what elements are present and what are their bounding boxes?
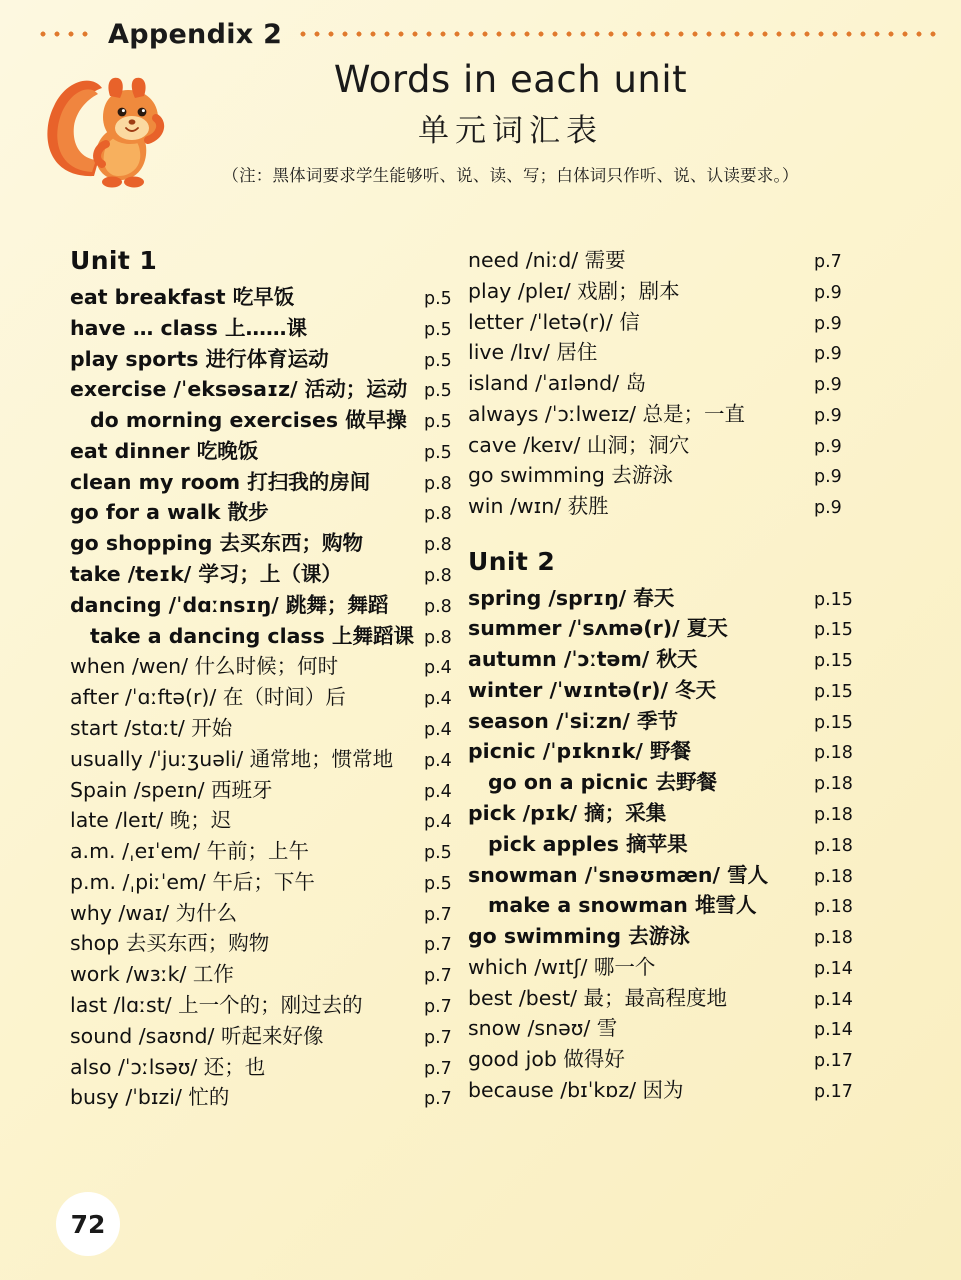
word-entry [70,868,470,896]
word-entry [70,622,470,650]
word-entry-text: winter /ˈwɪntə(r)/ 冬天 [468,677,717,702]
word-entry-page: p.9 [814,313,842,334]
word-entry [70,960,470,988]
word-entry-text: take a dancing class 上舞蹈课 [90,623,414,648]
page-number: 72 [56,1192,120,1256]
word-entry-text: sound /saʊnd/ 听起来好像 [70,1023,324,1048]
word-entry [468,891,868,919]
unit-2-entry-list [468,584,868,1105]
dotted-rule-left [36,31,96,37]
word-entry-page: p.18 [814,743,853,764]
word-entry-text: best /best/ 最；最高程度地 [468,985,728,1010]
word-entry [70,899,470,927]
word-entry-text: need /niːd/ 需要 [468,248,626,272]
word-entry [70,498,470,526]
word-entry [468,308,868,336]
word-entry [70,806,470,834]
word-entry-text: letter /ˈletə(r)/ 信 [468,309,640,334]
word-entry-text: snowman /ˈsnəʊmæn/ 雪人 [468,862,769,887]
word-entry-page: p.9 [814,405,842,426]
word-entry [70,683,470,711]
word-entry-page: p.9 [814,375,842,396]
word-entry [468,768,868,796]
word-entry [468,1045,868,1073]
word-entry-page: p.9 [814,436,842,457]
word-entry-text: also /ˈɔːlsəʊ/ 还；也 [70,1054,266,1079]
word-entry-text: snow /snəʊ/ 雪 [468,1016,618,1041]
word-entry-text: take /teɪk/ 学习；上（课） [70,562,342,587]
word-entry-text: play sports 进行体育运动 [70,346,329,371]
word-entry [468,737,868,765]
word-entry-page: p.17 [814,1051,853,1072]
word-entry [468,645,868,673]
word-entry [70,745,470,773]
word-entry-page: p.18 [814,928,853,949]
word-entry [70,437,470,465]
word-entry-text: make a snowman 堆雪人 [488,893,757,918]
word-entry-text: eat dinner 吃晚饭 [70,438,259,463]
word-entry-text: start /stɑːt/ 开始 [70,715,233,740]
word-entry-page: p.14 [814,989,853,1010]
word-entry-page: p.5 [424,442,452,463]
word-entry [468,707,868,735]
word-entry [70,314,470,342]
unit-1-continued-entry-list [468,246,868,521]
word-entry-text: go on a picnic 去野餐 [488,770,717,795]
word-entry [468,922,868,950]
word-entry [468,614,868,642]
word-entry [468,861,868,889]
word-entry-text: picnic /ˈpɪknɪk/ 野餐 [468,739,692,764]
word-entry-text: good job 做得好 [468,1047,625,1072]
word-entry-page: p.15 [814,712,853,733]
word-entry-page: p.17 [814,1082,853,1103]
word-entry-text: go swimming 去游泳 [468,463,673,488]
word-entry-text: season /ˈsiːzn/ 季节 [468,708,679,733]
word-entry [70,468,470,496]
column-left [70,246,470,1114]
page-subtitle: 单元词汇表 [418,113,603,149]
word-entry-text: exercise /ˈeksəsaɪz/ 活动；运动 [70,377,408,402]
word-entry-page: p.7 [424,1089,452,1110]
word-entry-text: go shopping 去买东西；购物 [70,531,364,556]
word-entry-text: last /lɑːst/ 上一个的；刚过去的 [70,992,363,1017]
word-entry-page: p.18 [814,805,853,825]
word-entry-page: p.18 [814,774,853,795]
word-entry-page: p.4 [424,658,452,679]
word-entry-text: pick /pɪk/ 摘；采集 [468,801,667,825]
word-entry-text: have … class 上……课 [70,315,308,340]
word-entry [468,799,868,827]
word-entry-text: dancing /ˈdɑːnsɪŋ/ 跳舞；舞蹈 [70,592,389,617]
word-entry [468,584,868,612]
word-entry-page: p.7 [424,996,452,1017]
word-entry [468,277,868,305]
word-entry-page: p.15 [814,681,853,702]
word-entry [70,929,470,957]
word-entry [70,406,470,434]
word-entry-text: clean my room 打扫我的房间 [70,469,371,494]
word-entry [70,837,470,865]
word-entry-text: win /wɪn/ 获胜 [468,494,609,519]
word-entry-page: p.18 [814,835,853,856]
word-entry [468,953,868,981]
word-entry [70,714,470,742]
word-entry-page: p.15 [814,651,853,672]
word-entry-text: autumn /ˈɔːtəm/ 秋天 [468,647,698,672]
unit-heading-1: Unit 1 [70,246,158,275]
word-entry-text: usually /ˈjuːʒuəli/ 通常地；惯常地 [70,746,394,771]
word-entry-text: p.m. /ˌpiːˈem/ 午后；下午 [70,869,315,894]
word-entry-page: p.8 [424,473,452,494]
word-entry-text: island /ˈaɪlənd/ 岛 [468,371,647,396]
word-entry [468,1076,868,1104]
word-entry-page: p.9 [814,344,842,365]
word-entry [468,1014,868,1042]
word-entry-page: p.7 [424,935,452,956]
word-entry-page: p.5 [424,843,452,864]
word-entry-text: work /wɜːk/ 工作 [70,962,234,987]
word-list-columns [0,246,961,1186]
word-entry-text: after /ˈɑːftə(r)/ 在（时间）后 [70,685,346,710]
word-entry-text: late /leɪt/ 晚；迟 [70,808,232,833]
word-entry [70,776,470,804]
word-entry-text: when /wen/ 什么时候；何时 [70,654,339,679]
word-entry-text: live /lɪv/ 居住 [468,340,598,365]
word-entry [70,1053,470,1081]
word-entry-text: go for a walk 散步 [70,500,269,525]
word-entry-text: spring /sprɪŋ/ 春天 [468,585,675,610]
word-entry-text: go swimming 去游泳 [468,924,690,949]
word-entry-text: Spain /speɪn/ 西班牙 [70,777,273,802]
word-entry-text: which /wɪtʃ/ 哪一个 [468,954,656,979]
title-block [0,58,961,186]
word-entry [70,1083,470,1111]
page-title: Words in each unit [333,58,688,101]
word-entry-page: p.4 [424,812,452,833]
unit-1-entry-list [70,283,470,1112]
word-entry [468,830,868,858]
word-entry [468,461,868,489]
word-entry [468,492,868,520]
word-entry-page: p.14 [814,958,853,979]
word-entry-page: p.18 [814,866,853,887]
word-entry-text: do morning exercises 做早操 [90,408,407,433]
word-entry [468,369,868,397]
word-entry-page: p.14 [814,1020,853,1041]
word-entry-page: p.4 [424,719,452,740]
word-entry-text: play /pleɪ/ 戏剧；剧本 [468,278,680,303]
word-entry [468,400,868,428]
word-entry [70,345,470,373]
word-entry-page: p.4 [424,750,452,771]
word-entry-text: pick apples 摘苹果 [488,831,688,856]
word-entry-page: p.5 [424,873,452,894]
word-entry-page: p.7 [424,1058,452,1079]
word-entry-page: p.7 [814,252,842,272]
word-entry [70,560,470,588]
appendix-title: Appendix 2 [108,18,283,50]
word-entry-page: p.7 [424,904,452,925]
word-entry-text: summer /ˈsʌmə(r)/ 夏天 [468,616,728,641]
word-entry [468,984,868,1012]
word-entry-page: p.7 [424,1027,452,1048]
column-right [468,246,868,1107]
word-entry-text: why /waɪ/ 为什么 [70,900,238,925]
word-entry-page: p.5 [424,412,452,433]
usage-note: （注：黑体词要求学生能够听、说、读、写；白体词只作听、说、认读要求。） [222,166,799,185]
word-entry [70,375,470,403]
word-entry-page: p.18 [814,897,853,918]
word-entry [468,246,868,274]
word-entry-text: busy /ˈbɪzi/ 忙的 [70,1085,230,1110]
word-entry-page: p.8 [424,596,452,617]
word-entry-page: p.9 [814,467,842,488]
dotted-rule-right [296,31,937,37]
word-entry-page: p.4 [424,781,452,802]
word-entry-text: shop 去买东西；购物 [70,931,270,956]
unit-heading-2: Unit 2 [468,546,556,576]
word-entry [70,991,470,1019]
word-entry-page: p.5 [424,319,452,340]
word-entry [468,338,868,366]
word-entry-page: p.9 [814,282,842,303]
word-entry-page: p.5 [424,289,452,309]
word-entry-page: p.8 [424,627,452,648]
word-entry [70,529,470,557]
word-entry-text: cave /keɪv/ 山洞；洞穴 [468,432,690,457]
word-entry-page: p.8 [424,504,452,525]
word-entry-text: always /ˈɔːlweɪz/ 总是；一直 [468,401,745,426]
word-entry [70,1022,470,1050]
word-entry-text: a.m. /ˌeɪˈem/ 午前；上午 [70,839,309,864]
word-entry-page: p.9 [814,498,842,519]
word-entry-page: p.8 [424,566,452,587]
word-entry-page: p.8 [424,535,452,556]
word-entry [468,676,868,704]
word-entry [468,431,868,459]
word-entry-text: eat breakfast 吃早饭 [70,285,295,309]
word-entry-page: p.4 [424,689,452,710]
word-entry-text: because /bɪˈkɒz/ 因为 [468,1078,684,1103]
word-entry-page: p.5 [424,350,452,371]
word-entry [70,652,470,680]
word-entry-page: p.15 [814,620,853,641]
word-entry [70,591,470,619]
page-header [36,14,937,54]
word-entry-page: p.15 [814,589,853,610]
word-entry-page: p.5 [424,381,452,402]
word-entry-page: p.7 [424,966,452,987]
word-entry [70,283,470,311]
